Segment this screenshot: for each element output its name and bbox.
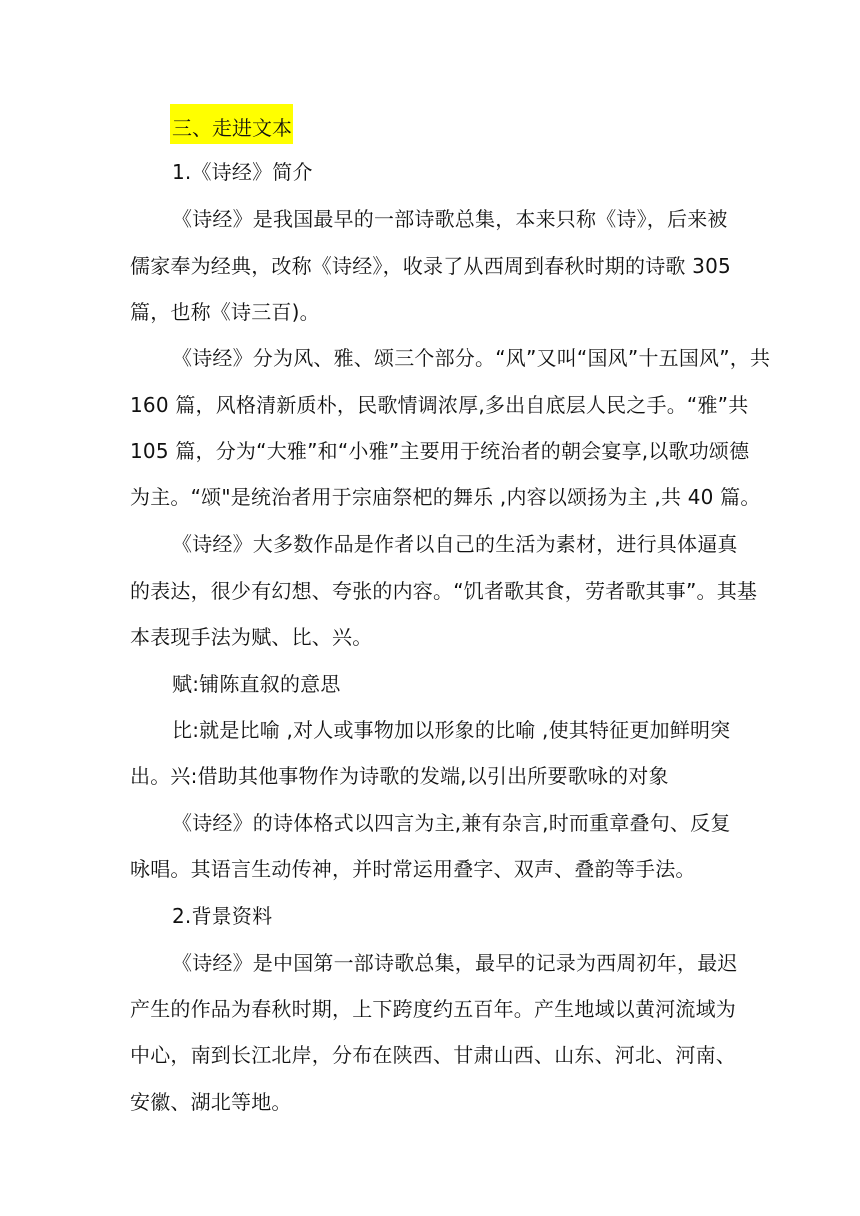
p2-line-4: 为主。“颂"是统治者用于宗庙祭杷的舞乐 ,内容以颂扬为主 ,共 40 篇。 — [130, 485, 761, 509]
p1-line-1: 《诗经》是我国最早的一部诗歌总集，本来只称《诗》，后来被 — [172, 207, 728, 231]
p7-line-2: 产生的作品为春秋时期，上下跨度约五百年。产生地域以黄河流域为 — [130, 997, 736, 1021]
section-title-2: 2.背景资料 — [172, 904, 273, 928]
p2-line-3: 105 篇，分为“大雅”和“小雅”主要用于统治者的朝会宴享,以歌功颂德 — [130, 439, 750, 463]
p6-line-1: 《诗经》的诗体格式以四言为主,兼有杂言,时而重章叠句、反复 — [172, 811, 731, 835]
p3-line-3: 本表现手法为赋、比、兴。 — [130, 625, 373, 649]
p3-line-2: 的表达，很少有幻想、夸张的内容。“饥者歌其食，劳者歌其事”。其基 — [130, 579, 758, 603]
p6-line-2: 咏唱。其语言生动传神，并时常运用叠字、双声、叠韵等手法。 — [130, 857, 696, 881]
section-title-1: 1.《诗经》简介 — [172, 160, 313, 184]
p2-line-1: 《诗经》分为风、雅、颂三个部分。“风”又叫“国风”十五国风”，共 — [172, 346, 771, 370]
p7-line-3: 中心，南到长江北岸，分布在陕西、甘肃山西、山东、河北、河南、 — [130, 1043, 736, 1067]
p1-line-2: 儒家奉为经典，改称《诗经》，收录了从西周到春秋时期的诗歌 305 — [130, 254, 731, 278]
p7-line-4: 安徽、湖北等地。 — [130, 1090, 292, 1114]
p5-line-2: 出。兴:借助其他事物作为诗歌的发端,以引出所要歌咏的对象 — [130, 764, 669, 788]
p5-line-1: 比:就是比喻 ,对人或事物加以形象的比喻 ,使其特征更加鲜明突 — [172, 718, 731, 742]
p7-line-1: 《诗经》是中国第一部诗歌总集，最早的记录为西周初年，最迟 — [172, 951, 738, 975]
section-heading: 三、走进文本 — [172, 116, 292, 140]
p4-line-1: 赋:铺陈直叙的意思 — [172, 672, 341, 696]
p1-line-3: 篇，也称《诗三百)。 — [130, 300, 320, 324]
p3-line-1: 《诗经》大多数作品是作者以自己的生活为素材，进行具体逼真 — [172, 532, 738, 556]
p2-line-2: 160 篇，风格清新质朴，民歌情调浓厚,多出自底层人民之手。“雅”共 — [130, 393, 749, 417]
